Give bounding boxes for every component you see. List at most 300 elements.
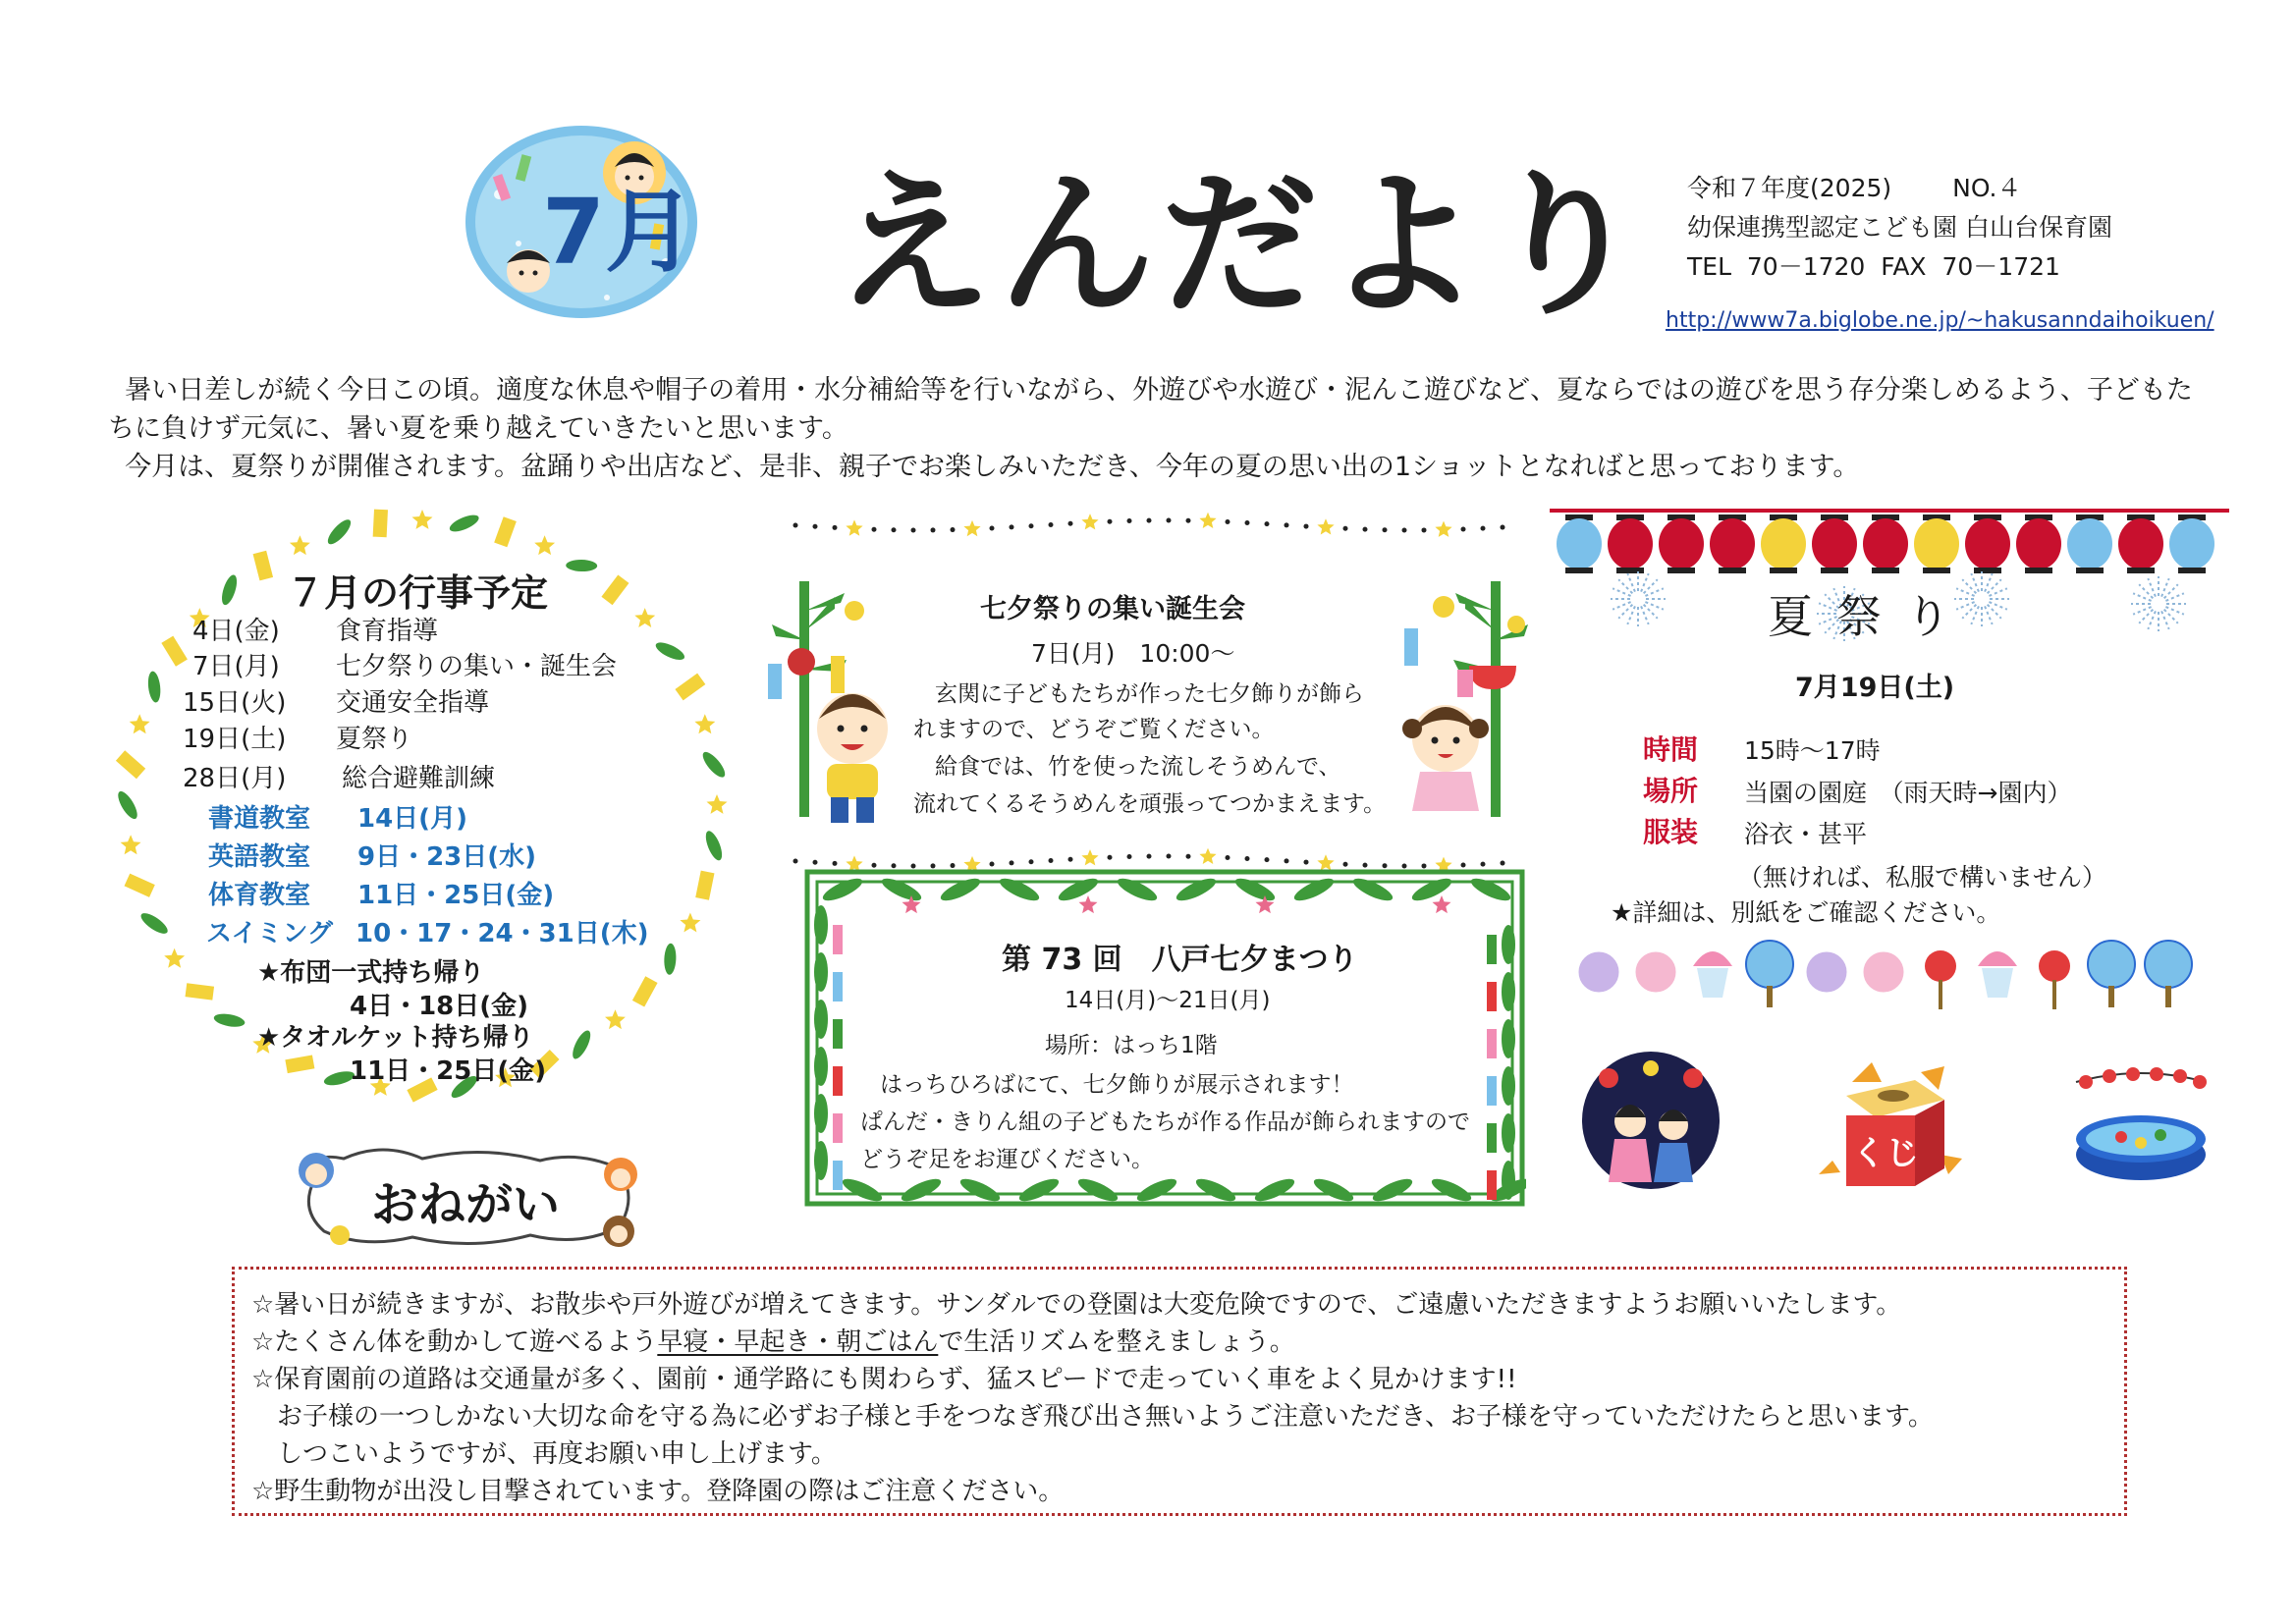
contact-line bbox=[1687, 247, 2112, 287]
shaved-ice-cup-icon bbox=[1697, 968, 1728, 998]
water-yoyo-icon bbox=[1862, 950, 1905, 994]
star-icon bbox=[1435, 521, 1451, 537]
class-row bbox=[208, 837, 536, 873]
leaf-icon bbox=[1502, 1019, 1515, 1058]
class-dates: 11日・25日(金) bbox=[357, 881, 555, 910]
leaf-icon bbox=[1502, 925, 1515, 964]
tel-label: TEL bbox=[1687, 252, 1731, 281]
dot-icon bbox=[1068, 857, 1073, 862]
leaf-icon bbox=[702, 829, 725, 862]
streamer-icon bbox=[833, 925, 843, 954]
leaf-icon bbox=[899, 1174, 944, 1205]
event-name: 総合避難訓練 bbox=[342, 764, 496, 793]
leaf-icon bbox=[1174, 874, 1219, 904]
leaf-icon bbox=[213, 1011, 246, 1028]
leaf-icon bbox=[814, 1047, 828, 1086]
lantern-icon bbox=[2016, 518, 2061, 569]
hachinohe-line: ぱんだ・きりん組の子どもたちが作る作品が飾られますので bbox=[860, 1110, 1470, 1135]
star-icon bbox=[290, 535, 310, 555]
issue-line bbox=[1687, 169, 2112, 208]
star-icon bbox=[130, 714, 150, 733]
leaf-icon bbox=[879, 874, 924, 904]
notice-line bbox=[251, 1322, 1295, 1358]
notice-line: しつこいようですが、再度お願い申し上げます。 bbox=[277, 1439, 837, 1469]
dot-icon bbox=[1108, 519, 1113, 524]
star-icon bbox=[707, 794, 728, 814]
water-yoyo-icon bbox=[1634, 950, 1677, 994]
leaf-icon bbox=[653, 639, 686, 664]
dot-icon bbox=[1285, 522, 1289, 527]
detail-value-dress: 浴衣・甚平 bbox=[1744, 820, 1868, 848]
star-icon bbox=[634, 608, 655, 627]
leaf-icon bbox=[957, 1174, 1003, 1205]
intro-text bbox=[108, 371, 2239, 486]
dress-note: （無ければ、私服で構いません） bbox=[1738, 863, 2107, 892]
star-dot-garland-top bbox=[786, 511, 1512, 540]
leaf-icon bbox=[1468, 874, 1513, 904]
firework-ray bbox=[2164, 610, 2178, 623]
firework-ray bbox=[2165, 607, 2183, 615]
firework-ray bbox=[2148, 578, 2156, 596]
leaf-icon bbox=[1409, 874, 1454, 904]
class-name: 書道教室 bbox=[208, 804, 311, 834]
firework-ray bbox=[1627, 606, 1635, 623]
tanzaku-icon bbox=[116, 750, 145, 779]
notice-line: ☆野生動物が出没し目撃されています。登降園の際はご注意ください。 bbox=[251, 1477, 1065, 1506]
dot-icon bbox=[793, 523, 798, 528]
tanzaku-icon bbox=[695, 871, 714, 900]
dot-icon bbox=[1127, 518, 1132, 523]
notice-line: ☆暑い日が続きますが、お散歩や戸外遊びが増えてきます。サンダルでの登園は大変危険ですので、ご遠慮いただきますようお願いいたします。 bbox=[251, 1290, 1902, 1320]
detail-label-place: 場所 bbox=[1643, 775, 1699, 807]
firework-ray bbox=[1988, 579, 2001, 593]
hachinohe-title: 第 73 回 八戸七夕まつり bbox=[1002, 943, 1358, 977]
notice-line: お子様の一つしかない大切な命を守る為に必ずお子様と手をつなぎ飛び出さ無いようご注意いただき、お子様を守っていただけたらと思います。 bbox=[277, 1402, 1934, 1432]
streamer-icon bbox=[833, 1113, 843, 1143]
streamer-icon bbox=[833, 1019, 843, 1049]
dot-icon bbox=[1167, 518, 1172, 523]
leaf-icon bbox=[1502, 1113, 1515, 1153]
streamer-icon bbox=[833, 972, 843, 1001]
festival-items-row-illustration bbox=[1569, 923, 2217, 1009]
bon-dance-illustration bbox=[1579, 1049, 1722, 1192]
lantern-cap-icon bbox=[1821, 568, 1848, 573]
leaf-icon bbox=[1502, 1066, 1515, 1106]
tanzaku-icon bbox=[186, 983, 215, 1000]
natsumatsuri-title: 夏祭り bbox=[1768, 590, 1974, 643]
notice-text: ☆たくさん体を動かして遊べるよう bbox=[251, 1327, 658, 1357]
dot-icon bbox=[1068, 521, 1073, 526]
star-icon bbox=[534, 535, 555, 555]
star-icon bbox=[121, 835, 141, 854]
candy-apple-stick-icon bbox=[1939, 980, 1942, 1009]
event-date: 15日(火) bbox=[183, 688, 287, 718]
lantern-cap-icon bbox=[1770, 568, 1797, 573]
event-date: 19日(土) bbox=[183, 725, 287, 754]
dot-icon bbox=[1501, 861, 1505, 866]
header-info bbox=[1687, 169, 2112, 287]
star-icon bbox=[680, 913, 700, 933]
month-badge-text: 7月 bbox=[542, 180, 696, 285]
event-name: 交通安全指導 bbox=[336, 688, 490, 718]
leaf-icon bbox=[1502, 1161, 1515, 1200]
leaf-icon bbox=[820, 874, 865, 904]
streamer-icon bbox=[1487, 935, 1497, 964]
tanzaku-icon bbox=[601, 574, 629, 605]
firework-ray bbox=[2139, 610, 2153, 623]
fan-handle-icon bbox=[2165, 986, 2171, 1007]
event-name: 七夕祭りの集い・誕生会 bbox=[336, 652, 618, 681]
tanabata-line: 玄関に子どもたちが作った七夕飾りが飾ら bbox=[935, 681, 1364, 707]
hachinohe-place: 場所：はっち1階 bbox=[1045, 1033, 1218, 1058]
dot-icon bbox=[1245, 856, 1250, 861]
intro-line-3 bbox=[108, 448, 2239, 486]
bamboo-boy-illustration bbox=[766, 571, 913, 827]
newsletter-title: えんだより bbox=[835, 153, 1651, 337]
class-name: 体育教室 bbox=[208, 881, 311, 910]
star-icon bbox=[1433, 895, 1451, 913]
leaf-icon bbox=[1311, 1174, 1356, 1205]
dot-icon bbox=[1363, 527, 1368, 532]
star-icon bbox=[963, 520, 980, 536]
natsumatsuri-date: 7月19日(土) bbox=[1795, 673, 1955, 703]
lantern-icon bbox=[1710, 518, 1755, 569]
fiscal-year: 令和７年度(2025) bbox=[1687, 174, 1892, 202]
dot-icon bbox=[1481, 526, 1486, 531]
firework-ray bbox=[1613, 588, 1630, 596]
event-date: 4日(金) bbox=[192, 617, 280, 646]
firework-ray bbox=[2161, 611, 2169, 628]
star-icon bbox=[1199, 848, 1216, 864]
firework-ray bbox=[1644, 605, 1658, 619]
streamer-icon bbox=[833, 1066, 843, 1096]
dot-icon bbox=[1186, 518, 1191, 523]
fan-handle-icon bbox=[1767, 986, 1773, 1007]
leaf-icon bbox=[1075, 1174, 1121, 1205]
lantern-icon bbox=[1812, 518, 1857, 569]
tanzaku-icon bbox=[285, 1055, 314, 1073]
fax-number: 70－1721 bbox=[1941, 252, 2060, 281]
firework-ray bbox=[2133, 607, 2151, 615]
leaf-icon bbox=[699, 749, 729, 781]
detail-value-time: 15時～17時 bbox=[1744, 736, 1881, 765]
candy-apple-icon bbox=[1925, 950, 1956, 982]
intro-p1-a: 暑い日差しが続く今日この頃。適度な休息や帽子の着用・水分補給等を行いながら、外遊びや水遊び・泥んこ遊びなど、夏ならではの遊びを思う存分楽しめるよう、子どもた bbox=[125, 375, 2193, 406]
lottery-box-illustration bbox=[1813, 1053, 1968, 1192]
leaf-icon bbox=[997, 874, 1042, 904]
hachinohe-line: はっちひろばにて、七夕飾りが展示されます！ bbox=[880, 1072, 1354, 1098]
leaf-icon bbox=[1232, 874, 1278, 904]
notice-text: で生活リズムを整えましょう。 bbox=[938, 1327, 1295, 1357]
detail-label-time: 時間 bbox=[1643, 733, 1699, 766]
schedule-event bbox=[192, 611, 438, 647]
class-row bbox=[206, 913, 649, 949]
uchiwa-fan-icon bbox=[2145, 941, 2192, 988]
shaved-ice-icon bbox=[1693, 951, 1732, 966]
lantern-cap-icon bbox=[2178, 568, 2206, 573]
schedule-title: ７月の行事予定 bbox=[287, 571, 549, 615]
intro-p1-b: ちに負けず元気に、暑い夏を乗り越えていきたいと思います。 bbox=[108, 413, 848, 444]
firework-ray bbox=[1644, 579, 1658, 593]
lantern-cap-icon bbox=[1719, 568, 1746, 573]
dot-icon bbox=[1226, 855, 1230, 860]
org-name: 白山台保育園 bbox=[1964, 213, 2112, 242]
class-dates: 9日・23日(水) bbox=[357, 842, 537, 872]
lantern-icon bbox=[2118, 518, 2163, 569]
shaved-ice-icon bbox=[1978, 951, 2017, 966]
leaf-icon bbox=[1370, 1174, 1415, 1205]
schedule-event bbox=[192, 646, 617, 682]
notice-emphasis: 早寝・早起き・朝ごはん bbox=[657, 1327, 939, 1357]
dot-icon bbox=[813, 860, 818, 865]
event-name: 夏祭り bbox=[336, 725, 413, 754]
leaf-icon bbox=[1429, 1174, 1474, 1205]
leaf-icon bbox=[1134, 1174, 1179, 1205]
dot-icon bbox=[813, 524, 818, 529]
firework-ray bbox=[2165, 593, 2183, 601]
dot-icon bbox=[931, 527, 936, 532]
firework-ray bbox=[1613, 602, 1630, 610]
class-dates: 10・17・24・31日(木) bbox=[355, 919, 649, 948]
leaf-icon bbox=[938, 874, 983, 904]
lantern-cap-icon bbox=[1565, 568, 1593, 573]
dot-icon bbox=[872, 527, 877, 532]
class-dates: 14日(月) bbox=[357, 804, 467, 834]
dot-icon bbox=[1245, 520, 1250, 525]
detail-label-dress: 服装 bbox=[1643, 816, 1699, 848]
dot-icon bbox=[1010, 524, 1014, 529]
details-note: ★詳細は、別紙をご確認ください。 bbox=[1611, 898, 2001, 927]
leaf-icon bbox=[1252, 1174, 1297, 1205]
star-icon bbox=[1199, 513, 1216, 528]
dot-icon bbox=[1147, 854, 1152, 859]
intro-p2: 今月は、夏祭りが開催されます。盆踊りや出店など、是非、親子でお楽しみいただき、今年の夏の思い出の1ショットとなればと思っております。 bbox=[125, 452, 1860, 482]
lantern-cap-icon bbox=[2076, 568, 2104, 573]
streamer-icon bbox=[1487, 1170, 1497, 1200]
yoyo-pool-illustration bbox=[2072, 1064, 2210, 1186]
firework-ray bbox=[2161, 578, 2169, 596]
dot-icon bbox=[1127, 854, 1132, 859]
firework-ray bbox=[1989, 588, 2006, 596]
candy-apple-stick-icon bbox=[2052, 980, 2056, 1009]
leaf-icon bbox=[664, 944, 677, 976]
class-name: スイミング bbox=[206, 919, 333, 948]
uchiwa-fan-icon bbox=[2088, 941, 2135, 988]
leaf-icon bbox=[1193, 1174, 1238, 1205]
firework-ray bbox=[1985, 573, 1993, 591]
lantern-icon bbox=[1557, 518, 1602, 569]
fax-label: FAX bbox=[1881, 252, 1927, 281]
onegai-label: おねがい bbox=[371, 1177, 561, 1232]
leaf-icon bbox=[1115, 874, 1160, 904]
leaf-icon bbox=[566, 560, 597, 572]
notice-line: ☆保育園前の道路は交通量が多く、園前・通学路にも関わらず、猛スピードで走っていく車をよく見かけます!! bbox=[251, 1365, 1517, 1394]
event-date: 28日(月) bbox=[183, 764, 287, 793]
firework-ray bbox=[1641, 573, 1649, 591]
firework-ray bbox=[2148, 611, 2156, 628]
firework-ray bbox=[2164, 584, 2178, 598]
dot-icon bbox=[1226, 519, 1230, 524]
streamer-icon bbox=[1487, 982, 1497, 1011]
star-icon bbox=[1081, 514, 1098, 529]
event-name: 食育指導 bbox=[336, 617, 439, 646]
leaf-icon bbox=[146, 671, 162, 703]
lantern-cap-icon bbox=[1616, 568, 1644, 573]
lantern-cap-icon bbox=[1974, 568, 2001, 573]
firework-ray bbox=[2133, 593, 2151, 601]
tanzaku-icon bbox=[632, 976, 658, 1006]
lantern-cap-icon bbox=[2127, 568, 2155, 573]
dot-icon bbox=[1265, 521, 1270, 526]
org-line bbox=[1687, 208, 2112, 247]
firework-ray bbox=[1618, 579, 1632, 593]
leaf-icon bbox=[1291, 874, 1337, 904]
dot-icon bbox=[1383, 527, 1388, 532]
bring-home-dates: 11日・25日(金) bbox=[350, 1056, 547, 1086]
dot-icon bbox=[1501, 525, 1505, 530]
tanzaku-icon bbox=[494, 516, 517, 547]
intro-line-1 bbox=[108, 371, 2239, 409]
lantern-icon bbox=[1659, 518, 1704, 569]
fan-handle-icon bbox=[2108, 986, 2114, 1007]
dot-icon bbox=[911, 527, 916, 532]
uchiwa-fan-icon bbox=[1746, 941, 1793, 988]
leaf-icon bbox=[814, 1141, 828, 1180]
detail-value-place: 当園の園庭 （雨天時→園内） bbox=[1744, 779, 2072, 807]
leaf-icon bbox=[1350, 874, 1395, 904]
class-row bbox=[208, 798, 467, 835]
firework-ray bbox=[1985, 606, 1993, 623]
month-badge-illustration bbox=[460, 116, 703, 324]
leaf-icon bbox=[814, 905, 828, 945]
dot-icon bbox=[1108, 855, 1113, 860]
dot-icon bbox=[1049, 858, 1054, 863]
tanzaku-icon bbox=[675, 674, 705, 701]
leaf-icon bbox=[138, 909, 171, 937]
firework-ray bbox=[1989, 602, 2006, 610]
dot-icon bbox=[1402, 527, 1407, 532]
streamer-icon bbox=[1487, 1123, 1497, 1153]
dot-icon bbox=[1285, 858, 1289, 863]
firework-ray bbox=[1641, 606, 1649, 623]
firework-ray bbox=[2139, 584, 2153, 598]
dot-icon bbox=[833, 525, 838, 530]
star-icon bbox=[846, 519, 862, 535]
dot-icon bbox=[1147, 518, 1152, 523]
dot-icon bbox=[1343, 526, 1348, 531]
lantern-cap-icon bbox=[1667, 568, 1695, 573]
class-row bbox=[208, 875, 554, 911]
streamer-icon bbox=[833, 1161, 843, 1190]
leaf-icon bbox=[840, 1174, 885, 1205]
event-date: 7日(月) bbox=[192, 652, 280, 681]
firework-ray bbox=[1618, 605, 1632, 619]
candy-apple-icon bbox=[2039, 950, 2070, 982]
leaf-icon bbox=[1502, 972, 1515, 1011]
intro-line-2 bbox=[108, 409, 2239, 448]
streamer-icon bbox=[1487, 1029, 1497, 1058]
leaf-icon bbox=[219, 573, 240, 607]
kuji-label: くじ bbox=[1852, 1134, 1919, 1173]
tel-number: 70－1720 bbox=[1746, 252, 1866, 281]
star-icon bbox=[1081, 849, 1098, 865]
firework-ray bbox=[1645, 588, 1663, 596]
class-name: 英語教室 bbox=[208, 842, 311, 872]
dot-icon bbox=[1029, 523, 1034, 528]
tanabata-line: 流れてくるそうめんを頑張ってつかまえます。 bbox=[913, 791, 1387, 817]
dot-icon bbox=[1049, 522, 1054, 527]
schedule-event bbox=[183, 719, 412, 755]
bring-home-dates: 4日・18日(金) bbox=[350, 992, 529, 1021]
dot-icon bbox=[1461, 526, 1466, 531]
bring-home-item: ★タオルケット持ち帰り bbox=[257, 1023, 534, 1053]
tanzaku-icon bbox=[373, 510, 388, 538]
lantern-icon bbox=[1863, 518, 1908, 569]
issue-number: NO.４ bbox=[1952, 174, 2022, 202]
firework-ray bbox=[1645, 602, 1663, 610]
dot-icon bbox=[1167, 854, 1172, 859]
tanabata-line: 給食では、竹を使った流しそうめんで、 bbox=[935, 754, 1341, 780]
water-yoyo-icon bbox=[1805, 950, 1848, 994]
tanzaku-icon bbox=[161, 636, 188, 667]
lantern-icon bbox=[1914, 518, 1959, 569]
lantern-cap-icon bbox=[2025, 568, 2052, 573]
tanabata-line: れますので、どうぞご覧ください。 bbox=[913, 717, 1275, 742]
star-icon bbox=[164, 948, 185, 968]
leaf-icon bbox=[1056, 874, 1101, 904]
leaf-icon bbox=[570, 1028, 594, 1061]
hachinohe-line: どうぞ足をお運びください。 bbox=[860, 1147, 1154, 1172]
lantern-icon bbox=[1965, 518, 2010, 569]
tanabata-title: 七夕祭りの集い誕生会 bbox=[980, 594, 1245, 624]
dot-icon bbox=[1304, 524, 1309, 529]
dot-icon bbox=[892, 527, 897, 532]
bamboo-girl-illustration bbox=[1385, 571, 1532, 827]
shaved-ice-cup-icon bbox=[1982, 968, 2013, 998]
firework-ray bbox=[1627, 573, 1635, 591]
streamer-icon bbox=[1487, 1076, 1497, 1106]
website-link[interactable]: http://www7a.biglobe.ne.jp/~hakusanndaihoikuen/ bbox=[1666, 308, 2214, 333]
leaf-icon bbox=[324, 516, 354, 548]
star-icon bbox=[412, 510, 433, 529]
leaf-icon bbox=[814, 1094, 828, 1133]
dot-icon bbox=[1304, 860, 1309, 865]
tanzaku-icon bbox=[125, 874, 155, 897]
star-icon bbox=[1079, 895, 1098, 913]
lantern-icon bbox=[1608, 518, 1653, 569]
dot-icon bbox=[951, 527, 956, 532]
dot-icon bbox=[1186, 854, 1191, 859]
lantern-cap-icon bbox=[1923, 568, 1950, 573]
star-icon bbox=[1317, 518, 1334, 534]
lantern-icon bbox=[1761, 518, 1806, 569]
dot-icon bbox=[1422, 527, 1427, 532]
tanzaku-icon bbox=[253, 551, 274, 581]
schedule-event bbox=[183, 758, 495, 794]
lantern-icon bbox=[2169, 518, 2214, 569]
dot-icon bbox=[1010, 860, 1014, 865]
tanabata-datetime: 7日(月) 10:00～ bbox=[1031, 639, 1235, 668]
lantern-cap-icon bbox=[1872, 568, 1899, 573]
firework-ray bbox=[1988, 605, 2001, 619]
star-icon bbox=[605, 1009, 626, 1029]
dot-icon bbox=[990, 525, 995, 530]
schedule-event bbox=[183, 682, 489, 719]
star-icon bbox=[694, 714, 715, 733]
dot-icon bbox=[1029, 859, 1034, 864]
bring-home-item: ★布団一式持ち帰り bbox=[257, 958, 485, 988]
org-type: 幼保連携型認定こども園 bbox=[1687, 213, 1958, 242]
